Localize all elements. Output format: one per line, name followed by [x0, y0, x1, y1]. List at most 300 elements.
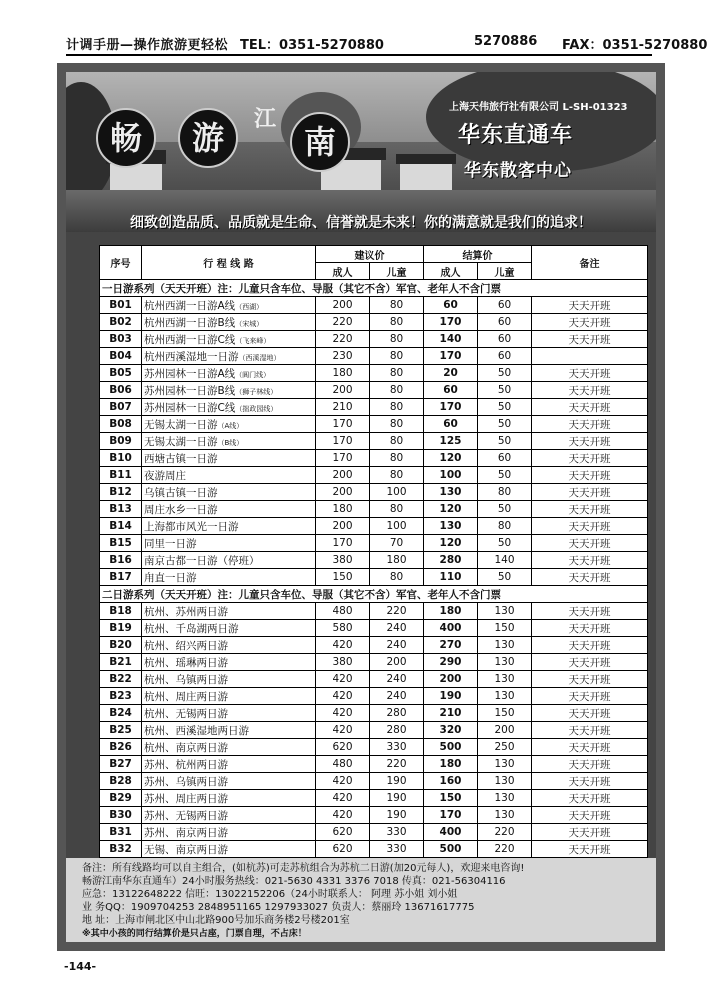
route-name-sub: （狮子林线） [235, 387, 278, 396]
route-name: 苏州、乌镇两日游 [142, 773, 316, 790]
suggest-adult: 170 [316, 433, 370, 450]
route-name [142, 399, 316, 416]
route-note: 天天开班 [532, 807, 648, 824]
route-note: 天天开班 [532, 331, 648, 348]
suggest-adult: 420 [316, 722, 370, 739]
route-name: 杭州、千岛湖两日游 [142, 620, 316, 637]
house-1 [110, 164, 162, 190]
header-suggest: 建议价 [316, 246, 424, 263]
top-header-bar [66, 34, 708, 56]
route-note: 天天开班 [532, 756, 648, 773]
settle-child: 80 [478, 484, 532, 501]
settle-child: 50 [478, 569, 532, 586]
settle-child: 60 [478, 331, 532, 348]
settle-adult: 130 [424, 484, 478, 501]
route-name-sub: （宋城） [235, 319, 264, 328]
route-name: 杭州、南京两日游 [142, 739, 316, 756]
route-code: B23 [100, 688, 142, 705]
route-name-sub: （阊门线） [235, 370, 271, 379]
settle-adult: 500 [424, 739, 478, 756]
settle-child: 80 [478, 518, 532, 535]
table-row [100, 688, 648, 705]
footer-note: ※其中小孩的同行结算价是只占座，门票自理，不占床！ [82, 929, 307, 939]
table-row [100, 654, 648, 671]
suggest-adult: 220 [316, 314, 370, 331]
route-name-text: 苏州园林一日游B线 [144, 384, 236, 397]
company-name: 上海天伟旅行社有限公司 L-SH-01323 [449, 102, 628, 113]
suggest-child: 190 [370, 773, 424, 790]
table-row [100, 535, 648, 552]
settle-child: 50 [478, 501, 532, 518]
suggest-child: 280 [370, 722, 424, 739]
settle-child: 50 [478, 535, 532, 552]
suggest-adult: 620 [316, 739, 370, 756]
route-name: 苏州、周庄两日游 [142, 790, 316, 807]
suggest-adult: 200 [316, 382, 370, 399]
suggest-adult: 200 [316, 297, 370, 314]
route-name [142, 365, 316, 382]
route-note [532, 348, 648, 365]
table-row [100, 331, 648, 348]
route-code: B19 [100, 620, 142, 637]
suggest-child: 80 [370, 433, 424, 450]
route-note: 天天开班 [532, 501, 648, 518]
suggest-adult: 420 [316, 790, 370, 807]
settle-adult: 170 [424, 314, 478, 331]
header-route: 行 程 线 路 [142, 246, 316, 280]
suggest-child: 200 [370, 654, 424, 671]
route-note: 天天开班 [532, 535, 648, 552]
route-code: B32 [100, 841, 142, 858]
table-row [100, 399, 648, 416]
route-note: 天天开班 [532, 841, 648, 858]
suggest-adult: 420 [316, 637, 370, 654]
footer-line-1: 备注：所有线路均可以自主组合，(如杭苏)可走苏杭组合为苏杭二日游(加20元每人)，欢迎来电咨询! [82, 863, 525, 874]
settle-adult: 170 [424, 399, 478, 416]
route-name: 乌镇古镇一日游 [142, 484, 316, 501]
route-name-text: 杭州西湖一日游C线 [144, 333, 236, 346]
settle-child: 250 [478, 739, 532, 756]
route-note: 天天开班 [532, 467, 648, 484]
route-name: 杭州、瑶琳两日游 [142, 654, 316, 671]
route-note: 天天开班 [532, 790, 648, 807]
series-row-2 [100, 586, 648, 603]
table-row [100, 671, 648, 688]
suggest-adult: 210 [316, 399, 370, 416]
suggest-adult: 580 [316, 620, 370, 637]
route-code: B06 [100, 382, 142, 399]
settle-adult: 60 [424, 297, 478, 314]
routes-body [100, 280, 648, 858]
settle-child: 50 [478, 416, 532, 433]
suggest-adult: 150 [316, 569, 370, 586]
table-row [100, 382, 648, 399]
settle-child: 60 [478, 450, 532, 467]
route-code: B16 [100, 552, 142, 569]
table-row [100, 773, 648, 790]
settle-adult: 170 [424, 807, 478, 824]
suggest-child: 330 [370, 739, 424, 756]
page-number: -144- [64, 960, 97, 973]
route-name-sub: （A线） [217, 421, 244, 430]
suggest-adult: 620 [316, 824, 370, 841]
series-label-2: 二日游系列（天天开班）注：儿童只含车位、导服（其它不含）军官、老年人不含门票 [100, 586, 648, 603]
table-row [100, 824, 648, 841]
route-code: B09 [100, 433, 142, 450]
table-row [100, 756, 648, 773]
route-note: 天天开班 [532, 773, 648, 790]
center-title: 华东散客中心 [464, 161, 572, 181]
suggest-child: 80 [370, 297, 424, 314]
route-name: 杭州、绍兴两日游 [142, 637, 316, 654]
suggest-adult: 420 [316, 671, 370, 688]
suggest-child: 190 [370, 790, 424, 807]
settle-adult: 320 [424, 722, 478, 739]
table-row [100, 450, 648, 467]
route-name: 苏州、杭州两日游 [142, 756, 316, 773]
suggest-child: 240 [370, 688, 424, 705]
route-name: 夜游周庄 [142, 467, 316, 484]
suggest-child: 80 [370, 416, 424, 433]
express-title: 华东直通车 [458, 123, 574, 148]
route-name-sub: （西溪湿地） [238, 353, 281, 362]
route-code: B04 [100, 348, 142, 365]
route-code: B17 [100, 569, 142, 586]
route-code: B07 [100, 399, 142, 416]
settle-adult: 270 [424, 637, 478, 654]
slogan: 细致创造品质、品质就是生命、信誉就是未来！你的满意就是我们的追求！ [130, 215, 592, 231]
route-name: 杭州、西溪湿地两日游 [142, 722, 316, 739]
header-settle: 结算价 [424, 246, 532, 263]
suggest-adult: 200 [316, 518, 370, 535]
banner [66, 72, 656, 232]
table-row [100, 467, 648, 484]
suggest-adult: 200 [316, 484, 370, 501]
route-note: 天天开班 [532, 433, 648, 450]
table-row [100, 603, 648, 620]
settle-adult: 120 [424, 450, 478, 467]
table-row [100, 620, 648, 637]
route-note: 天天开班 [532, 688, 648, 705]
route-name: 无锡、南京两日游 [142, 841, 316, 858]
route-code: B26 [100, 739, 142, 756]
route-note: 天天开班 [532, 671, 648, 688]
route-name: 南京古都一日游（停班） [142, 552, 316, 569]
settle-adult: 125 [424, 433, 478, 450]
route-note: 天天开班 [532, 552, 648, 569]
page-frame [57, 63, 665, 951]
header-adult-2: 成人 [424, 263, 478, 280]
route-code: B22 [100, 671, 142, 688]
suggest-child: 80 [370, 569, 424, 586]
suggest-adult: 420 [316, 688, 370, 705]
settle-child: 130 [478, 671, 532, 688]
settle-child: 50 [478, 382, 532, 399]
route-name: 杭州、苏州两日游 [142, 603, 316, 620]
settle-adult: 400 [424, 824, 478, 841]
route-note: 天天开班 [532, 382, 648, 399]
route-code: B31 [100, 824, 142, 841]
header-code: 序号 [100, 246, 142, 280]
route-name-sub: （西湖） [235, 302, 264, 311]
route-note: 天天开班 [532, 620, 648, 637]
settle-adult: 20 [424, 365, 478, 382]
table-row [100, 433, 648, 450]
route-name [142, 382, 316, 399]
route-note: 天天开班 [532, 824, 648, 841]
route-code: B05 [100, 365, 142, 382]
settle-child: 220 [478, 824, 532, 841]
suggest-adult: 420 [316, 807, 370, 824]
route-name: 杭州、无锡两日游 [142, 705, 316, 722]
suggest-adult: 380 [316, 552, 370, 569]
settle-adult: 160 [424, 773, 478, 790]
settle-adult: 100 [424, 467, 478, 484]
suggest-adult: 170 [316, 416, 370, 433]
settle-child: 130 [478, 807, 532, 824]
route-note: 天天开班 [532, 314, 648, 331]
footer-line-5: 地 址：上海市闸北区中山北路900号加乐商务楼2号楼201室 [82, 915, 350, 926]
suggest-adult: 200 [316, 467, 370, 484]
suggest-child: 240 [370, 671, 424, 688]
settle-adult: 180 [424, 603, 478, 620]
suggest-child: 330 [370, 841, 424, 858]
table-row [100, 841, 648, 858]
route-name-text: 无锡太湖一日游 [144, 418, 218, 431]
route-note: 天天开班 [532, 603, 648, 620]
route-name: 苏州、南京两日游 [142, 824, 316, 841]
route-note: 天天开班 [532, 399, 648, 416]
table-row [100, 365, 648, 382]
settle-adult: 110 [424, 569, 478, 586]
table-row [100, 297, 648, 314]
settle-child: 150 [478, 620, 532, 637]
footer-info [66, 858, 656, 942]
brand-text: 计调手册—操作旅游更轻松 [66, 38, 229, 53]
route-note: 天天开班 [532, 365, 648, 382]
suggest-child: 80 [370, 348, 424, 365]
route-name: 上海都市风光一日游 [142, 518, 316, 535]
route-name [142, 348, 316, 365]
settle-child: 130 [478, 756, 532, 773]
settle-child: 130 [478, 773, 532, 790]
route-code: B14 [100, 518, 142, 535]
settle-child: 130 [478, 688, 532, 705]
tel2-text: 5270886 [474, 34, 538, 49]
route-name-sub: （飞来峰） [235, 336, 271, 345]
route-name-sub: （拙政园线） [235, 404, 278, 413]
suggest-adult: 170 [316, 535, 370, 552]
settle-adult: 60 [424, 416, 478, 433]
suggest-child: 100 [370, 484, 424, 501]
route-note: 天天开班 [532, 416, 648, 433]
route-code: B18 [100, 603, 142, 620]
suggest-child: 240 [370, 620, 424, 637]
suggest-adult: 180 [316, 365, 370, 382]
suggest-adult: 220 [316, 331, 370, 348]
route-name-text: 苏州园林一日游C线 [144, 401, 236, 414]
header-child-2: 儿童 [478, 263, 532, 280]
route-name: 苏州、无锡两日游 [142, 807, 316, 824]
route-code: B03 [100, 331, 142, 348]
route-name-text: 杭州西湖一日游A线 [144, 299, 236, 312]
settle-child: 220 [478, 841, 532, 858]
suggest-adult: 420 [316, 773, 370, 790]
settle-child: 130 [478, 790, 532, 807]
routes-table [99, 245, 648, 858]
route-code: B12 [100, 484, 142, 501]
settle-adult: 120 [424, 501, 478, 518]
route-name: 杭州、周庄两日游 [142, 688, 316, 705]
settle-child: 200 [478, 722, 532, 739]
footer-line-3: 应急：13122648222 信旺：13022152206（24小时联系人： 阿理 苏小姐 刘小姐 [82, 889, 458, 900]
suggest-child: 100 [370, 518, 424, 535]
suggest-child: 70 [370, 535, 424, 552]
suggest-child: 220 [370, 756, 424, 773]
suggest-child: 80 [370, 450, 424, 467]
table-row [100, 722, 648, 739]
route-code: B25 [100, 722, 142, 739]
route-code: B21 [100, 654, 142, 671]
table-row [100, 552, 648, 569]
title-char-1: 畅 [96, 108, 156, 168]
settle-child: 130 [478, 654, 532, 671]
route-name [142, 416, 316, 433]
route-name-text: 杭州西溪湿地一日游 [144, 350, 239, 363]
settle-adult: 150 [424, 790, 478, 807]
footer-line-4: 业 务QQ：1909704253 2848951165 1297933027 负责人：蔡丽玲 13671617775 [82, 902, 475, 913]
settle-adult: 400 [424, 620, 478, 637]
suggest-adult: 420 [316, 705, 370, 722]
route-code: B20 [100, 637, 142, 654]
title-char-3: 南 [290, 112, 350, 172]
table-row [100, 416, 648, 433]
settle-child: 130 [478, 603, 532, 620]
settle-adult: 210 [424, 705, 478, 722]
route-code: B24 [100, 705, 142, 722]
route-note: 天天开班 [532, 637, 648, 654]
header-adult-1: 成人 [316, 263, 370, 280]
suggest-adult: 380 [316, 654, 370, 671]
settle-adult: 170 [424, 348, 478, 365]
suggest-child: 80 [370, 331, 424, 348]
settle-adult: 190 [424, 688, 478, 705]
suggest-child: 280 [370, 705, 424, 722]
route-code: B27 [100, 756, 142, 773]
table-row [100, 637, 648, 654]
settle-adult: 500 [424, 841, 478, 858]
settle-adult: 120 [424, 535, 478, 552]
route-name-text: 杭州西湖一日游B线 [144, 316, 236, 329]
header-note: 备注 [532, 246, 648, 280]
route-code: B13 [100, 501, 142, 518]
table-row [100, 569, 648, 586]
suggest-adult: 170 [316, 450, 370, 467]
header-child-1: 儿童 [370, 263, 424, 280]
settle-child: 140 [478, 552, 532, 569]
suggest-adult: 620 [316, 841, 370, 858]
suggest-adult: 480 [316, 603, 370, 620]
route-name: 甪直一日游 [142, 569, 316, 586]
fax-text: FAX：0351-5270880 [562, 38, 708, 53]
suggest-child: 190 [370, 807, 424, 824]
route-code: B28 [100, 773, 142, 790]
suggest-child: 80 [370, 399, 424, 416]
table-row [100, 348, 648, 365]
roof-3 [396, 154, 456, 164]
route-code: B30 [100, 807, 142, 824]
route-name: 杭州、乌镇两日游 [142, 671, 316, 688]
route-code: B29 [100, 790, 142, 807]
series-label-1: 一日游系列（天天开班）注：儿童只含车位、导服（其它不含）军官、老年人不含门票 [100, 280, 648, 297]
route-note: 天天开班 [532, 484, 648, 501]
suggest-child: 80 [370, 467, 424, 484]
suggest-child: 220 [370, 603, 424, 620]
route-note: 天天开班 [532, 297, 648, 314]
route-code: B15 [100, 535, 142, 552]
table-row [100, 790, 648, 807]
route-name-sub: （B线） [217, 438, 244, 447]
route-note: 天天开班 [532, 705, 648, 722]
suggest-child: 80 [370, 314, 424, 331]
route-note: 天天开班 [532, 654, 648, 671]
route-name [142, 331, 316, 348]
settle-child: 130 [478, 637, 532, 654]
house-3 [400, 164, 452, 190]
table-row [100, 705, 648, 722]
route-name-text: 无锡太湖一日游 [144, 435, 218, 448]
route-name [142, 314, 316, 331]
route-note: 天天开班 [532, 722, 648, 739]
suggest-child: 240 [370, 637, 424, 654]
route-name [142, 433, 316, 450]
settle-child: 50 [478, 399, 532, 416]
footer-line-2: 畅游江南华东直通车）24小时服务热线：021-5630 4331 3376 7018 传真：021-56304116 [82, 876, 506, 887]
route-name: 同里一日游 [142, 535, 316, 552]
settle-adult: 180 [424, 756, 478, 773]
route-code: B10 [100, 450, 142, 467]
route-note: 天天开班 [532, 450, 648, 467]
settle-child: 50 [478, 467, 532, 484]
route-name-text: 苏州园林一日游A线 [144, 367, 236, 380]
settle-adult: 290 [424, 654, 478, 671]
table-row [100, 739, 648, 756]
route-code: B02 [100, 314, 142, 331]
table-row [100, 314, 648, 331]
suggest-child: 180 [370, 552, 424, 569]
suggest-child: 80 [370, 382, 424, 399]
route-name [142, 297, 316, 314]
settle-child: 50 [478, 365, 532, 382]
route-code: B01 [100, 297, 142, 314]
route-note: 天天开班 [532, 569, 648, 586]
settle-child: 60 [478, 348, 532, 365]
route-note: 天天开班 [532, 518, 648, 535]
route-name: 周庄水乡一日游 [142, 501, 316, 518]
suggest-adult: 480 [316, 756, 370, 773]
settle-adult: 200 [424, 671, 478, 688]
suggest-child: 80 [370, 501, 424, 518]
table-row [100, 484, 648, 501]
settle-adult: 60 [424, 382, 478, 399]
suggest-adult: 230 [316, 348, 370, 365]
tel-text: TEL：0351-5270880 [240, 38, 384, 53]
route-name: 西塘古镇一日游 [142, 450, 316, 467]
route-note: 天天开班 [532, 739, 648, 756]
settle-adult: 130 [424, 518, 478, 535]
settle-adult: 140 [424, 331, 478, 348]
settle-child: 50 [478, 433, 532, 450]
